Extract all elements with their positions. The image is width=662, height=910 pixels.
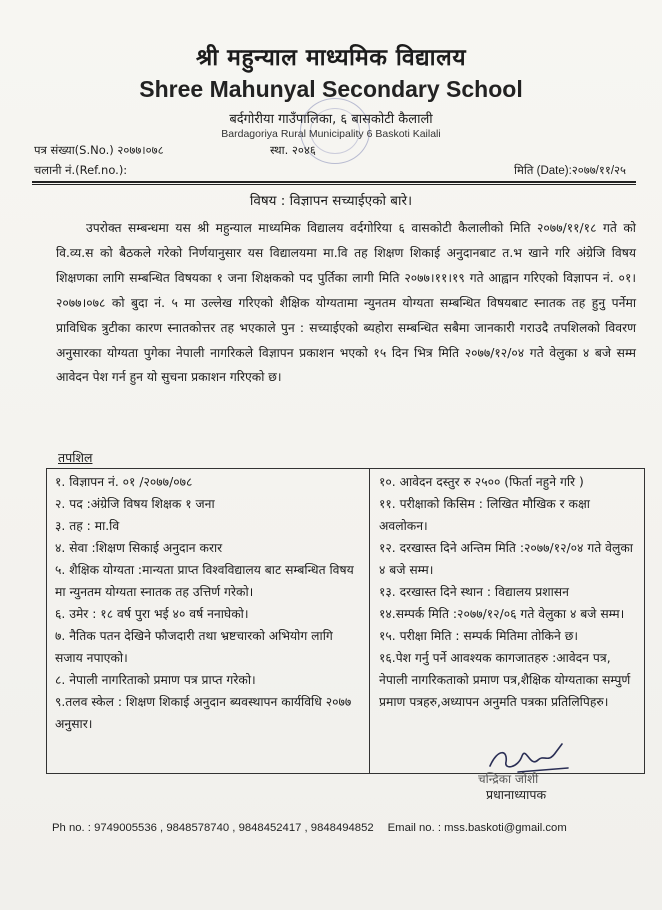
date-value: २०७७/११/२५	[571, 165, 626, 177]
detail-item: २. पद :अंग्रेजि विषय शिक्षक १ जना	[55, 497, 215, 511]
detail-item: ११. परीक्षाको किसिम : लिखित मौखिक र कक्षा अवलोकन।	[379, 497, 590, 533]
school-name-nepali: श्री महुन्याल माध्यमिक विद्यालय	[195, 45, 467, 71]
table-column-divider	[369, 469, 370, 773]
detail-item: ८. नेपाली नागरिताको प्रमाण पत्र प्राप्त गरेको।	[55, 673, 256, 687]
header-divider	[32, 181, 636, 183]
header-divider-thin	[32, 184, 636, 185]
details-heading: तपशिल	[58, 450, 93, 465]
detail-item: १६.पेश गर्नु पर्ने आवश्यक कागजातहरु :आवेदन पत्र, नेपाली नागरिकताको प्रमाण पत्र,शैक्षिक योग्यताका सम्पुर्ण प्रमाण पत्रहरु,अध्यापन अनुमति पत्रका प्रतिलिपिहरु।	[379, 651, 631, 709]
detail-item: ३. तह : मा.वि	[55, 519, 120, 533]
established-year: स्था. २०४६	[270, 143, 316, 157]
details-table	[46, 468, 645, 774]
email-address: Email no. : mss.baskoti@gmail.com	[387, 822, 567, 834]
date-label: मिति (Date):	[514, 165, 572, 177]
signatory-name: चन्द्रिका जोशी	[478, 772, 539, 786]
details-left-column	[55, 471, 363, 735]
detail-item: ६. उमेर : १८ वर्ष पुरा भई ४० वर्ष ननाघेको।	[55, 607, 249, 621]
serial-number-value: २०७७।०७८	[117, 143, 164, 157]
contact-footer	[52, 822, 652, 834]
detail-item: ५. शैक्षिक योग्यता :मान्यता प्राप्त विश्वविद्यालय बाट सम्बन्धित विषय मा न्युनतम योग्यता स्नातक तह उत्तिर्ण गरेको।	[55, 563, 354, 599]
detail-item: १. विज्ञापन नं. ०१ /२०७७/०७८	[55, 475, 193, 489]
school-name-english: Shree Mahunyal Secondary School	[139, 76, 523, 102]
details-right-column	[379, 471, 641, 713]
serial-number-label: पत्र संख्या(S.No.)	[34, 143, 114, 157]
serial-number	[34, 143, 164, 158]
detail-item: १३. दरखास्त दिने स्थान : विद्यालय प्रशासन	[379, 585, 569, 599]
notice-body-text: उपरोक्त सम्बन्धमा यस श्री महुन्याल माध्यमिक विद्यालय वर्दगोरिया ६ वासकोटी कैलालीको मिति २०७७/११/१८ गते को वि.व्य.स को बैठकले गरेको निर्णयानुसार यस विद्यालयमा मा.वि तह शिक्षण शिकाई अनुदानबाट त.भ खाने गरि अंग्रेजि विषय शिक्षणका लागि सम्बन्धित विषयका १ जना शिक्षकको पद पुर्तिका लागी मिति २०७७।११।१९ गते आह्वान गरिएको विज्ञापन नं. ०१।२०७७।०७८ को बुदा नं. ५ मा उल्लेख गरिएको शैक्षिक योग्यतामा न्युनतम योग्यता सम्बन्धित विषयबाट स्नातक तह हुनु पर्नेमा प्राविधिक त्रुटीका कारण स्नातकोत्तर तह भएकाले पुन : सच्याईएको ब्यहोरा सम्बन्धित सबैमा जानकारी गराउदै तपशिलको विवरण अनुसारका योग्यता पुगेका नेपाली नागरिकले विज्ञापन प्रकाशन भएको १५ दिन भित्र मिति २०७७/१२/०४ गते वेलुका ४ बजे सम्म आवेदन पेश गर्न हुन यो सुचना प्रकाशन गरिएको छ।	[56, 221, 636, 385]
detail-item: १०. आवेदन दस्तुर रु २५०० (फिर्ता नहुने गरि )	[379, 475, 584, 489]
notice-body	[56, 216, 636, 390]
detail-item: ९.तलव स्केल : शिक्षण शिकाई अनुदान ब्यवस्थापन कार्यविधि २०७७ अनुसार।	[55, 695, 352, 731]
detail-item: ७. नैतिक पतन देखिने फौजदारी तथा भ्रष्टचारको अभियोग लागि सजाय नपाएको।	[55, 629, 333, 665]
detail-item: १४.सम्पर्क मिति :२०७७/१२/०६ गते वेलुका ४ बजे सम्म।	[379, 607, 625, 621]
reference-number-label: चलानी नं.(Ref.no.):	[34, 163, 128, 177]
address-english: Bardagoriya Rural Municipality 6 Baskoti Kailali	[221, 128, 441, 140]
detail-item: १५. परीक्षा मिति : सम्पर्क मितिमा तोकिने छ।	[379, 629, 578, 643]
phone-numbers: Ph no. : 9749005536 , 9848578740 , 9848452417 , 9848494852	[52, 822, 374, 834]
subject-line: विषय : विज्ञापन सच्याईएको बारे।	[249, 193, 413, 209]
detail-item: ४. सेवा :शिक्षण सिकाई अनुदान करार	[55, 541, 223, 555]
address-nepali: बर्दगोरीया गाउँपालिका, ६ बासकोटी कैलाली	[229, 112, 433, 127]
letter-date	[514, 163, 626, 178]
detail-item: १२. दरखास्त दिने अन्तिम मिति :२०७७/१२/०४ गते वेलुका ४ बजे सम्म।	[379, 541, 633, 577]
signatory-title: प्रधानाध्यापक	[486, 787, 547, 802]
